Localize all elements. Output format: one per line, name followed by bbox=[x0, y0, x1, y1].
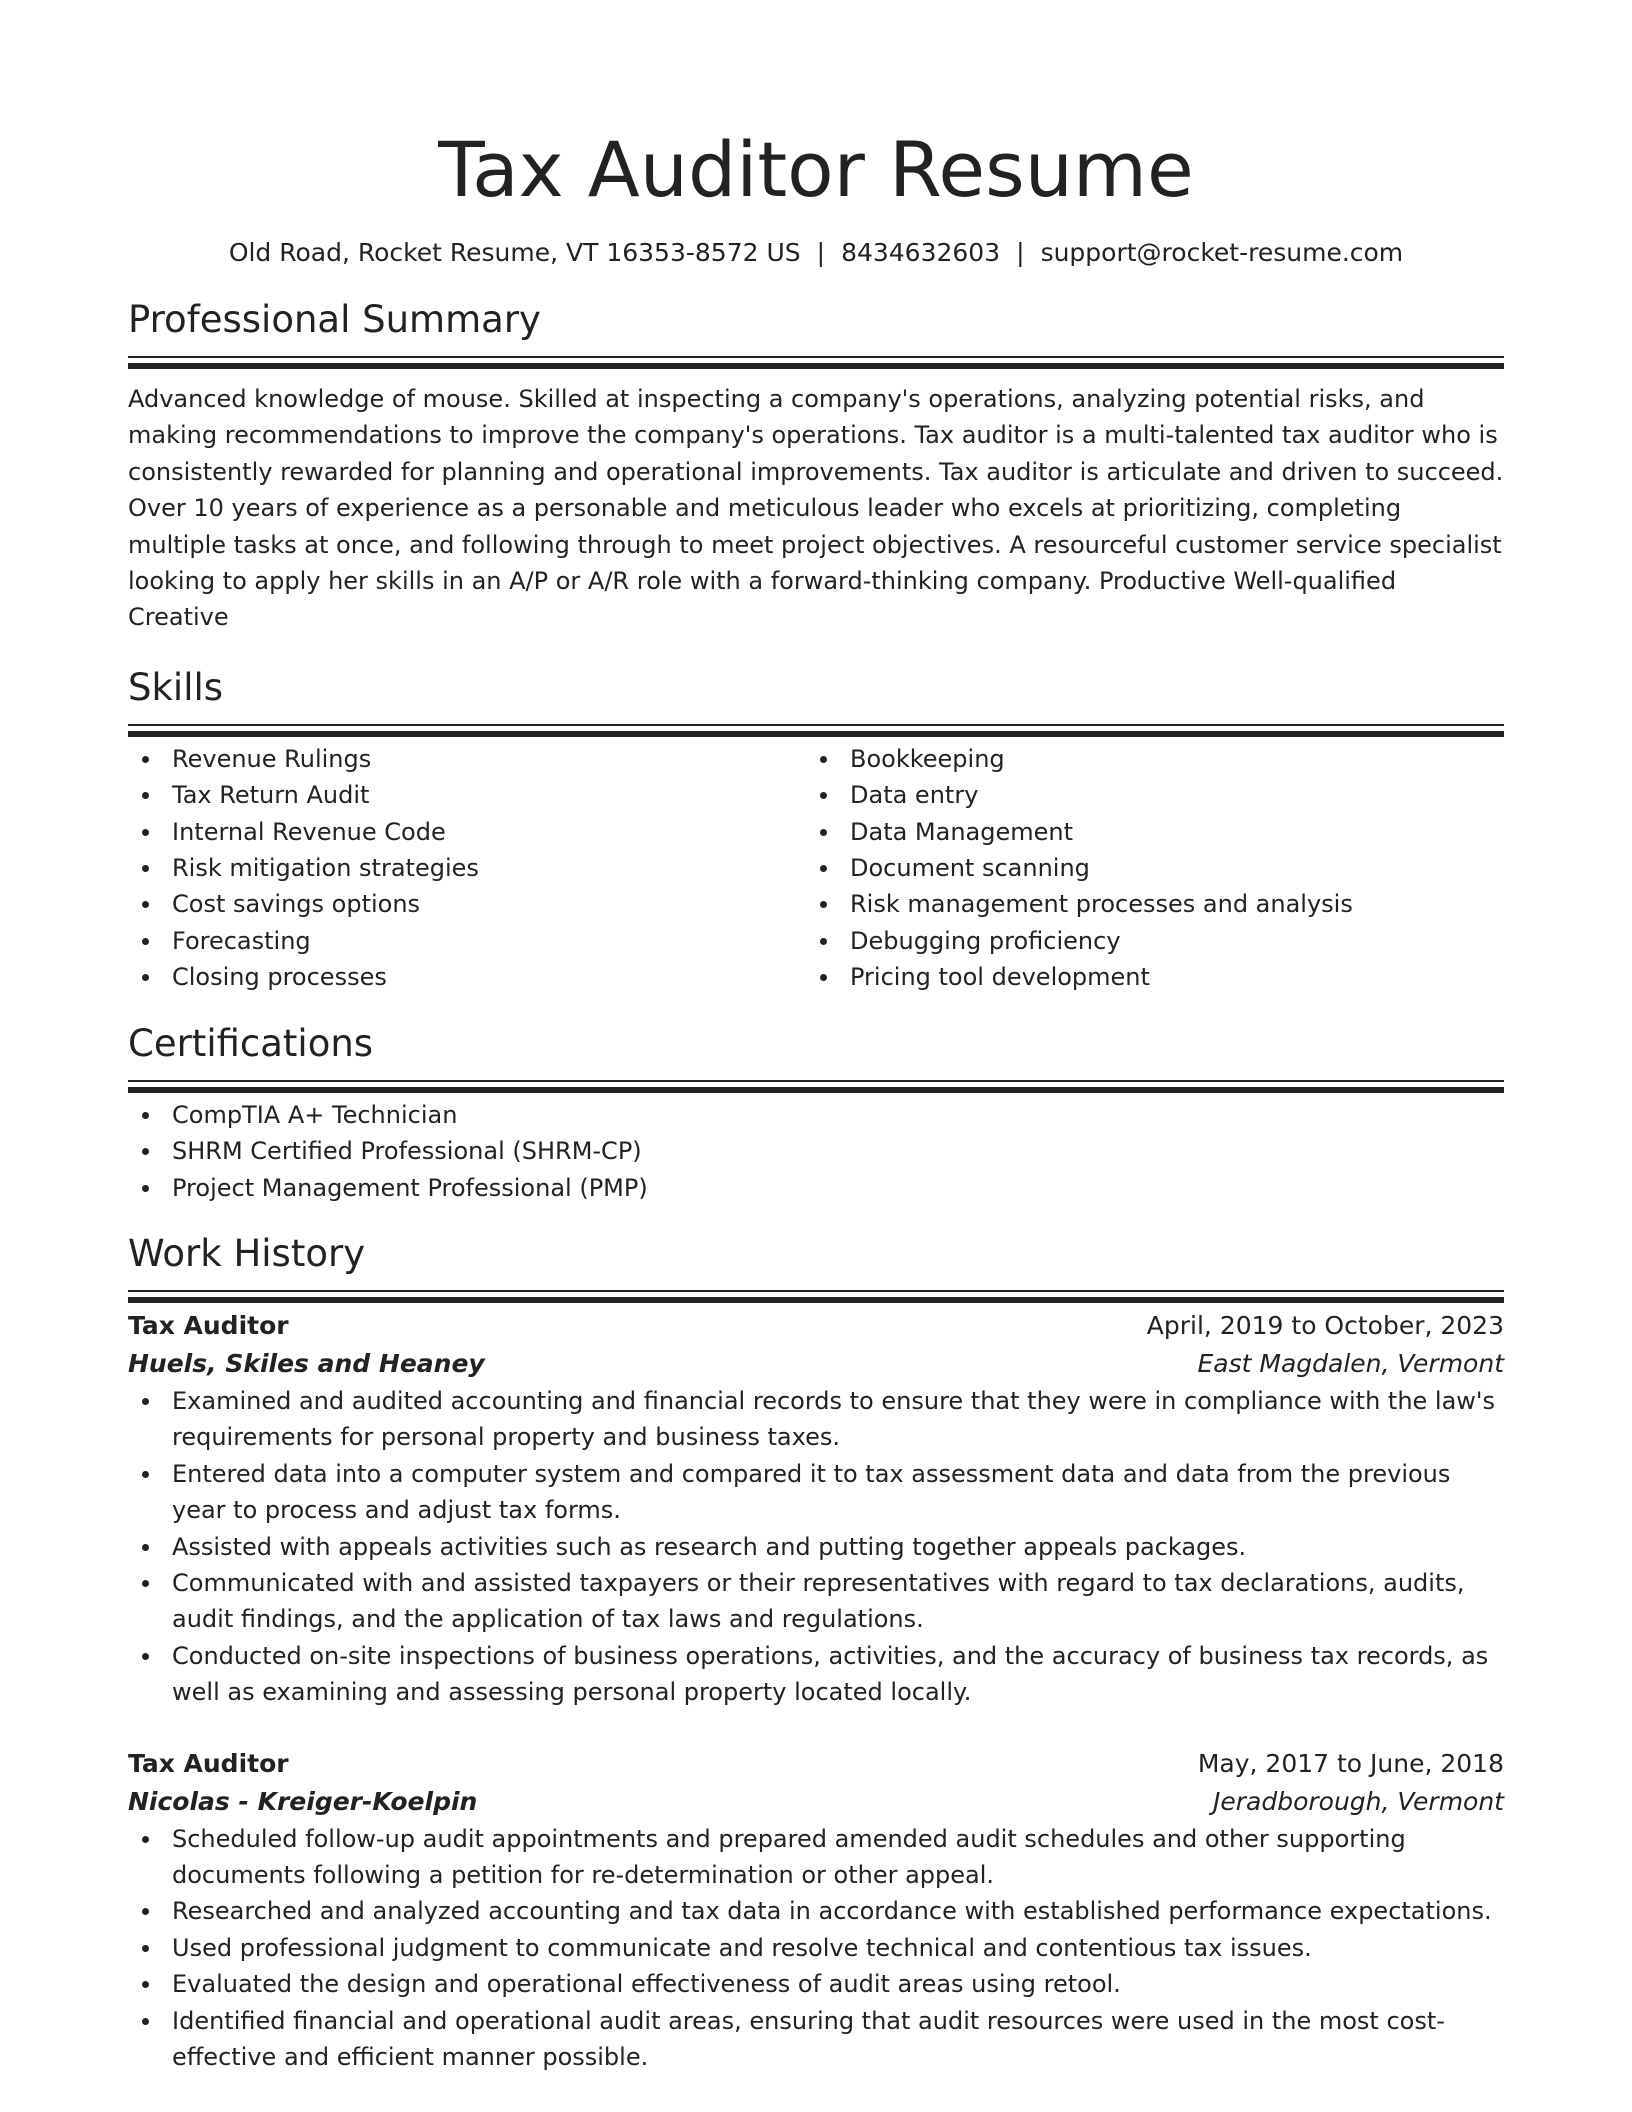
job-dates: May, 2017 to June, 2018 bbox=[1197, 1748, 1504, 1778]
skill-item: Data entry bbox=[806, 777, 1484, 813]
skill-item: Risk management processes and analysis bbox=[806, 886, 1484, 922]
job-subheader bbox=[128, 1783, 1504, 1821]
contact-address: Old Road, Rocket Resume, VT 16353-8572 US bbox=[228, 238, 801, 267]
job-bullet: Entered data into a computer system and compared it to tax assessment data and data from the previous year to process and adjust tax forms. bbox=[128, 1456, 1504, 1529]
certifications-section bbox=[128, 1022, 1504, 1206]
skills-grid bbox=[128, 741, 1504, 996]
skill-item: Cost savings options bbox=[128, 886, 806, 922]
resume-page bbox=[128, 0, 1504, 2075]
job-bullets bbox=[128, 1383, 1504, 1711]
section-divider bbox=[128, 724, 1504, 726]
job-location: East Magdalen, Vermont bbox=[1197, 1348, 1504, 1378]
summary-text: Advanced knowledge of mouse. Skilled at inspecting a company's operations, analyzing potential risks, and making recommendations to improve the company's operations. Tax auditor is a multi-talented tax auditor who is consistently rewarded for planning and operational improvements. Tax auditor is articulate and driven to succeed. Over 10 years of experience as a personable and meticulous leader who excels at prioritizing, completing multiple tasks at once, and following through to meet project objectives. A resourceful customer service specialist looking to apply her skills in an A/P or A/R role with a forward-thinking company. Productive Well-qualified Creative bbox=[128, 385, 1504, 632]
job-company: Nicolas - Kreiger-Koelpin bbox=[128, 1786, 478, 1816]
job-title: Tax Auditor bbox=[128, 1748, 289, 1778]
skills-heading: Skills bbox=[128, 665, 224, 709]
job-bullet: Assisted with appeals activities such as research and putting together appeals packages. bbox=[128, 1529, 1504, 1565]
skill-item: Document scanning bbox=[806, 850, 1484, 886]
certification-item: SHRM Certified Professional (SHRM-CP) bbox=[128, 1133, 1504, 1169]
job-subheader bbox=[128, 1345, 1504, 1383]
job-title: Tax Auditor bbox=[128, 1310, 289, 1340]
skill-item: Debugging proficiency bbox=[806, 923, 1484, 959]
job-bullet: Used professional judgment to communicate and resolve technical and contentious tax issues. bbox=[128, 1930, 1504, 1966]
summary-heading: Professional Summary bbox=[128, 298, 541, 341]
job-bullets bbox=[128, 1821, 1504, 2076]
certifications-heading: Certifications bbox=[128, 1021, 374, 1065]
job-entry bbox=[128, 1307, 1504, 1711]
contact-phone: 8434632603 bbox=[841, 238, 1001, 267]
resume-title: Tax Auditor Resume bbox=[438, 125, 1194, 214]
work-history-heading: Work History bbox=[128, 1231, 366, 1275]
section-divider bbox=[128, 356, 1504, 358]
job-bullet: Identified financial and operational audit areas, ensuring that audit resources were used in the most cost-effective and efficient manner possible. bbox=[128, 2003, 1504, 2076]
contact-line bbox=[128, 238, 1504, 268]
job-company: Huels, Skiles and Heaney bbox=[128, 1348, 485, 1378]
section-divider bbox=[128, 1080, 1504, 1082]
skill-item: Risk mitigation strategies bbox=[128, 850, 806, 886]
certification-item: Project Management Professional (PMP) bbox=[128, 1170, 1504, 1206]
skill-item: Pricing tool development bbox=[806, 959, 1484, 995]
work-history-section bbox=[128, 1232, 1504, 2076]
job-bullet: Conducted on-site inspections of business operations, activities, and the accuracy of business tax records, as well as examining and assessing personal property located locally. bbox=[128, 1638, 1504, 1711]
skill-item: Closing processes bbox=[128, 959, 806, 995]
job-header bbox=[128, 1745, 1504, 1783]
skill-item: Bookkeeping bbox=[806, 741, 1484, 777]
job-bullet: Scheduled follow-up audit appointments and prepared amended audit schedules and other supporting documents following a petition for re-determination or other appeal. bbox=[128, 1821, 1504, 1894]
certification-item: CompTIA A+ Technician bbox=[128, 1097, 1504, 1133]
summary-section bbox=[128, 298, 1504, 636]
skill-item: Tax Return Audit bbox=[128, 777, 806, 813]
job-bullet: Researched and analyzed accounting and tax data in accordance with established performance expectations. bbox=[128, 1893, 1504, 1929]
contact-separator: | bbox=[816, 238, 826, 267]
job-header bbox=[128, 1307, 1504, 1345]
contact-separator: | bbox=[1016, 238, 1025, 267]
job-location: Jeradborough, Vermont bbox=[1212, 1786, 1504, 1816]
job-entry bbox=[128, 1745, 1504, 2076]
job-bullet: Examined and audited accounting and financial records to ensure that they were in compliance with the law's requirements for personal property and business taxes. bbox=[128, 1383, 1504, 1456]
skills-section bbox=[128, 666, 1504, 996]
skill-item: Data Management bbox=[806, 814, 1484, 850]
section-divider bbox=[128, 1290, 1504, 1292]
job-bullet: Evaluated the design and operational effectiveness of audit areas using retool. bbox=[128, 1966, 1504, 2002]
skill-item: Internal Revenue Code bbox=[128, 814, 806, 850]
job-bullet: Communicated with and assisted taxpayers or their representatives with regard to tax declarations, audits, audit findings, and the application of tax laws and regulations. bbox=[128, 1565, 1504, 1638]
skill-item: Forecasting bbox=[128, 923, 806, 959]
skills-left-column bbox=[128, 741, 806, 996]
certifications-list bbox=[128, 1097, 1504, 1206]
skills-right-column bbox=[806, 741, 1484, 996]
contact-email: support@rocket-resume.com bbox=[1040, 238, 1404, 267]
skill-item: Revenue Rulings bbox=[128, 741, 806, 777]
job-dates: April, 2019 to October, 2023 bbox=[1146, 1310, 1504, 1340]
